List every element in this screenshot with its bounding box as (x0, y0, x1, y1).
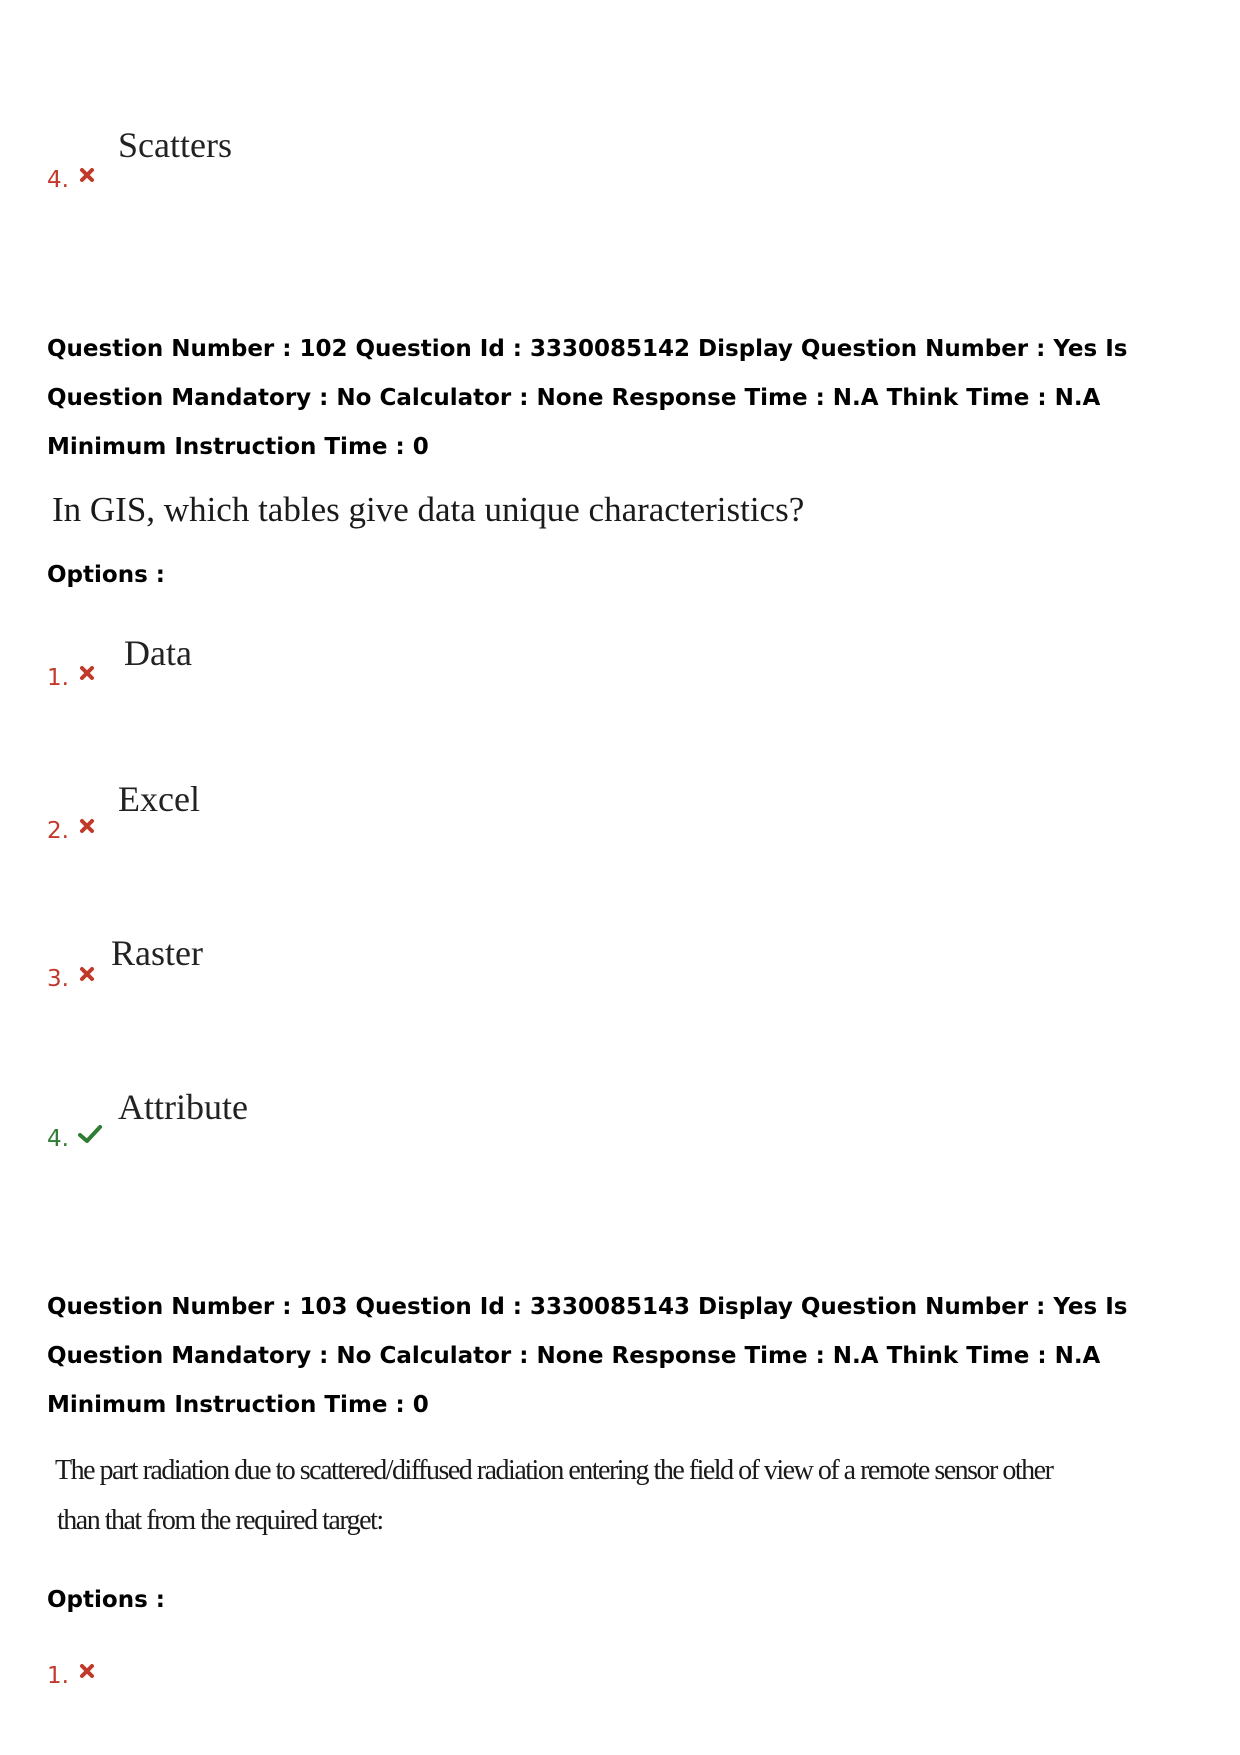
question-meta: Question Number : 103 Question Id : 3330085143 Display Question Number : Yes Is Question Mandatory : No Calculator : None Response Time : N.A Think Time : N.A Minimum Instruction Time : 0 (47, 1294, 1128, 1418)
option-number: 4. (47, 167, 69, 193)
option-image-text: Excel (118, 779, 200, 819)
option-number: 1. (47, 1663, 69, 1689)
option-image-text: Raster (111, 933, 203, 973)
cross-icon (78, 965, 96, 983)
options-label: Options : (47, 1587, 165, 1613)
option-number: 4. (47, 1126, 69, 1152)
option-item (47, 667, 96, 690)
question-text: In GIS, which tables give data unique characteristics? (52, 490, 805, 529)
cross-icon (78, 1662, 96, 1680)
option-number: 3. (47, 966, 69, 992)
option-image-text: Attribute (118, 1087, 248, 1127)
options-label: Options : (47, 562, 165, 588)
cross-icon (78, 817, 96, 835)
option-item (47, 968, 96, 991)
cross-icon (78, 664, 96, 682)
option-image-text: Data (124, 633, 192, 673)
option-item (47, 1665, 96, 1688)
option-image-text: Scatters (118, 125, 232, 165)
cross-icon (78, 166, 96, 184)
question-text-line-1: The part radiation due to scattered/diffused radiation entering the field of view of a remote sensor other (55, 1455, 1053, 1486)
option-item (47, 820, 96, 843)
question-meta: Question Number : 102 Question Id : 3330085142 Display Question Number : Yes Is Question Mandatory : No Calculator : None Response Time : N.A Think Time : N.A Minimum Instruction Time : 0 (47, 336, 1128, 460)
option-number: 2. (47, 818, 69, 844)
option-item (47, 1128, 102, 1151)
option-item (47, 169, 96, 192)
option-number: 1. (47, 665, 69, 691)
check-icon (78, 1124, 102, 1144)
question-text-line-2: than that from the required target: (57, 1505, 383, 1536)
